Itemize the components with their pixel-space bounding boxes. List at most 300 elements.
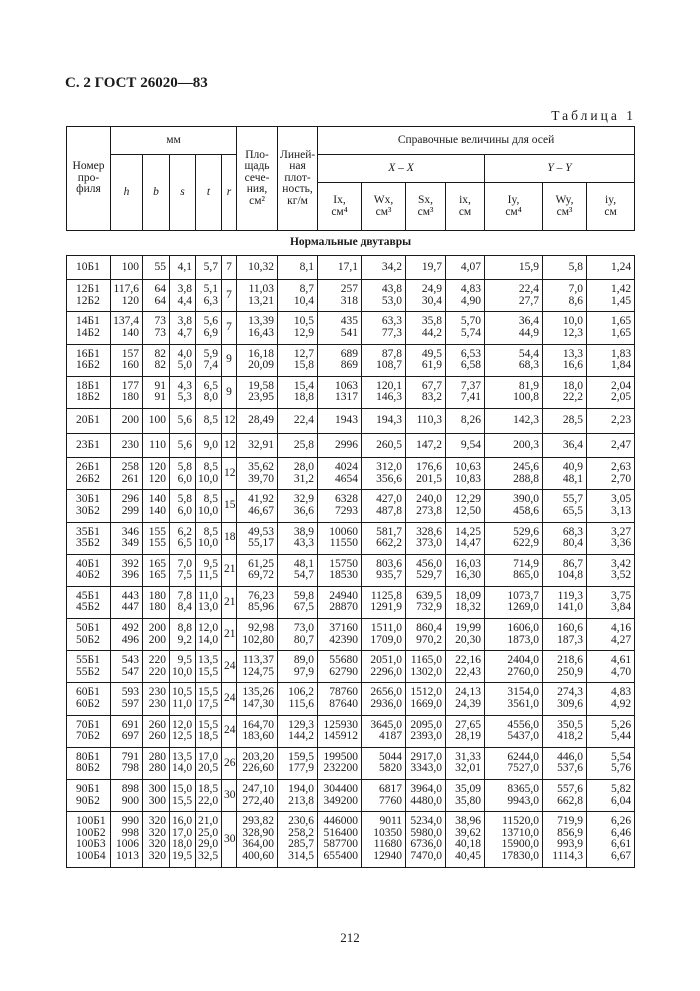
cell-m: 32,9 36,6: [278, 490, 318, 522]
cell-A: 293,82 328,90 364,00 400,60: [237, 812, 278, 867]
cell-b: 200 200: [143, 619, 170, 651]
header-iy-moment: Iy, см⁴: [485, 183, 543, 231]
cell-A: 49,53 55,17: [237, 522, 278, 554]
cell-A: 19,58 23,95: [237, 376, 278, 408]
cell-A: 135,26 147,30: [237, 683, 278, 715]
cell-t: 5,9 7,4: [196, 344, 222, 376]
cell-r: 30: [222, 812, 237, 867]
cell-A: 10,32: [237, 255, 278, 280]
cell-h: 177 180: [111, 376, 143, 408]
table-row: [67, 812, 635, 867]
cell-Wy: 274,3 309,6: [543, 683, 587, 715]
table-caption: Таблица 1: [551, 108, 636, 123]
cell-r: 24: [222, 715, 237, 747]
cell-A: 41,92 46,67: [237, 490, 278, 522]
cell-Ix: 78760 87640: [318, 683, 362, 715]
cell-b: 120 120: [143, 458, 170, 490]
cell-Ix: 2996: [318, 433, 362, 458]
cell-t: 5,7: [196, 255, 222, 280]
cell-s: 8,8 9,2: [170, 619, 196, 651]
cell-Wx: 581,7 662,2: [362, 522, 406, 554]
cell-t: 15,5 17,5: [196, 683, 222, 715]
cell-Ix: 24940 28870: [318, 586, 362, 618]
cell-t: 5,6 6,9: [196, 312, 222, 344]
header-axis-x: X – X: [318, 155, 485, 183]
cell-Iy: 54,4 68,3: [485, 344, 543, 376]
cell-Wx: 1511,0 1709,0: [362, 619, 406, 651]
cell-Ix: 4024 4654: [318, 458, 362, 490]
header-wy: Wy, см³: [543, 183, 587, 231]
cell-iy: 4,61 4,70: [587, 651, 635, 683]
cell-ix: 6,53 6,58: [446, 344, 485, 376]
cell-s: 5,6: [170, 433, 196, 458]
cell-m: 73,0 80,7: [278, 619, 318, 651]
cell-m: 38,9 43,3: [278, 522, 318, 554]
cell-b: 73 73: [143, 312, 170, 344]
cell-Wy: 68,3 80,4: [543, 522, 587, 554]
cell-Wx: 3645,0 4187: [362, 715, 406, 747]
cell-name: 70Б1 70Б2: [67, 715, 111, 747]
cell-h: 137,4 140: [111, 312, 143, 344]
table-row: [67, 255, 635, 280]
cell-h: 296 299: [111, 490, 143, 522]
cell-iy: 2,47: [587, 433, 635, 458]
cell-Wy: 18,0 22,2: [543, 376, 587, 408]
cell-Ix: 257 318: [318, 280, 362, 312]
cell-Iy: 15,9: [485, 255, 543, 280]
cell-name: 90Б1 90Б2: [67, 780, 111, 812]
cell-Iy: 529,6 622,9: [485, 522, 543, 554]
cell-m: 59,8 67,5: [278, 586, 318, 618]
cell-t: 9,0: [196, 433, 222, 458]
cell-b: 110: [143, 433, 170, 458]
cell-A: 13,39 16,43: [237, 312, 278, 344]
cell-t: 8,5 10,0: [196, 522, 222, 554]
cell-Sx: 3964,0 4480,0: [406, 780, 446, 812]
cell-iy: 2,04 2,05: [587, 376, 635, 408]
cell-s: 4,1: [170, 255, 196, 280]
cell-iy: 3,75 3,84: [587, 586, 635, 618]
cell-name: 12Б1 12Б2: [67, 280, 111, 312]
cell-Ix: 15750 18530: [318, 554, 362, 586]
cell-ix: 7,37 7,41: [446, 376, 485, 408]
table-row: [67, 312, 635, 344]
cell-Wx: 6817 7760: [362, 780, 406, 812]
cell-name: 23Б1: [67, 433, 111, 458]
profile-table: [66, 126, 635, 868]
cell-Wx: 2051,0 2296,0: [362, 651, 406, 683]
cell-h: 593 597: [111, 683, 143, 715]
cell-r: 12: [222, 458, 237, 490]
cell-Sx: 110,3: [406, 408, 446, 433]
cell-name: 80Б1 80Б2: [67, 747, 111, 779]
cell-Iy: 22,4 27,7: [485, 280, 543, 312]
cell-iy: 1,83 1,84: [587, 344, 635, 376]
cell-ix: 5,70 5,74: [446, 312, 485, 344]
cell-m: 194,0 213,8: [278, 780, 318, 812]
cell-ix: 24,13 24,39: [446, 683, 485, 715]
header-h: h: [111, 155, 143, 231]
cell-s: 10,5 11,0: [170, 683, 196, 715]
cell-A: 203,20 226,60: [237, 747, 278, 779]
cell-t: 9,5 11,5: [196, 554, 222, 586]
cell-Sx: 456,0 529,7: [406, 554, 446, 586]
header-iy-radius: iy, см: [587, 183, 635, 231]
cell-Wy: 10,0 12,3: [543, 312, 587, 344]
cell-b: 260 260: [143, 715, 170, 747]
cell-b: 300 300: [143, 780, 170, 812]
cell-b: 180 180: [143, 586, 170, 618]
table-row: [67, 747, 635, 779]
cell-b: 91 91: [143, 376, 170, 408]
cell-Iy: 8365,0 9943,0: [485, 780, 543, 812]
cell-name: 10Б1: [67, 255, 111, 280]
header-reference: Справочные величины для осей: [318, 127, 635, 155]
cell-Wy: 7,0 8,6: [543, 280, 587, 312]
header-mm: мм: [111, 127, 237, 155]
cell-h: 990 998 1006 1013: [111, 812, 143, 867]
cell-Sx: 2095,0 2393,0: [406, 715, 446, 747]
cell-iy: 5,54 5,76: [587, 747, 635, 779]
cell-Iy: 11520,0 13710,0 15900,0 17830,0: [485, 812, 543, 867]
cell-Iy: 1073,7 1269,0: [485, 586, 543, 618]
cell-r: 26: [222, 747, 237, 779]
cell-r: 24: [222, 683, 237, 715]
cell-s: 7,0 7,5: [170, 554, 196, 586]
cell-b: 230 230: [143, 683, 170, 715]
cell-Iy: 3154,0 3561,0: [485, 683, 543, 715]
table-row: [67, 683, 635, 715]
table-row: [67, 554, 635, 586]
cell-Ix: 37160 42390: [318, 619, 362, 651]
header-density: Линей- ная плот- ность, кг/м: [278, 127, 318, 231]
cell-A: 61,25 69,72: [237, 554, 278, 586]
cell-ix: 4,07: [446, 255, 485, 280]
table-row: [67, 715, 635, 747]
cell-A: 247,10 272,40: [237, 780, 278, 812]
table-row: [67, 344, 635, 376]
cell-Iy: 200,3: [485, 433, 543, 458]
cell-h: 157 160: [111, 344, 143, 376]
cell-b: 82 82: [143, 344, 170, 376]
header-ix-moment: Ix, см⁴: [318, 183, 362, 231]
cell-ix: 18,09 18,32: [446, 586, 485, 618]
header-b: b: [143, 155, 170, 231]
cell-s: 5,8 6,0: [170, 458, 196, 490]
cell-b: 220 220: [143, 651, 170, 683]
cell-ix: 35,09 35,80: [446, 780, 485, 812]
cell-iy: 3,27 3,36: [587, 522, 635, 554]
table-row: [67, 408, 635, 433]
cell-name: 14Б1 14Б2: [67, 312, 111, 344]
cell-ix: 31,33 32,01: [446, 747, 485, 779]
cell-name: 26Б1 26Б2: [67, 458, 111, 490]
cell-Wy: 28,5: [543, 408, 587, 433]
cell-s: 5,6: [170, 408, 196, 433]
cell-Wx: 5044 5820: [362, 747, 406, 779]
cell-t: 13,5 15,5: [196, 651, 222, 683]
cell-Sx: 639,5 732,9: [406, 586, 446, 618]
cell-Iy: 6244,0 7527,0: [485, 747, 543, 779]
cell-Sx: 240,0 273,8: [406, 490, 446, 522]
cell-h: 443 447: [111, 586, 143, 618]
cell-ix: 4,83 4,90: [446, 280, 485, 312]
cell-s: 16,0 17,0 18,0 19,5: [170, 812, 196, 867]
cell-A: 92,98 102,80: [237, 619, 278, 651]
cell-h: 230: [111, 433, 143, 458]
cell-name: 20Б1: [67, 408, 111, 433]
cell-s: 15,0 15,5: [170, 780, 196, 812]
cell-Wx: 87,8 108,7: [362, 344, 406, 376]
cell-ix: 9,54: [446, 433, 485, 458]
cell-Wy: 36,4: [543, 433, 587, 458]
cell-ix: 14,25 14,47: [446, 522, 485, 554]
table-row: [67, 619, 635, 651]
cell-r: 7: [222, 312, 237, 344]
cell-Wx: 260,5: [362, 433, 406, 458]
cell-Wx: 43,8 53,0: [362, 280, 406, 312]
cell-r: 7: [222, 255, 237, 280]
cell-Wy: 55,7 65,5: [543, 490, 587, 522]
cell-r: 15: [222, 490, 237, 522]
cell-name: 50Б1 50Б2: [67, 619, 111, 651]
cell-Iy: 81,9 100,8: [485, 376, 543, 408]
page-number: 212: [340, 930, 360, 945]
cell-name: 60Б1 60Б2: [67, 683, 111, 715]
cell-t: 15,5 18,5: [196, 715, 222, 747]
cell-t: 5,1 6,3: [196, 280, 222, 312]
cell-r: 21: [222, 619, 237, 651]
cell-ix: 8,26: [446, 408, 485, 433]
cell-Iy: 1606,0 1873,0: [485, 619, 543, 651]
table-row: [67, 490, 635, 522]
cell-t: 17,0 20,5: [196, 747, 222, 779]
cell-b: 140 140: [143, 490, 170, 522]
cell-r: 24: [222, 651, 237, 683]
cell-A: 16,18 20,09: [237, 344, 278, 376]
cell-h: 543 547: [111, 651, 143, 683]
cell-iy: 3,42 3,52: [587, 554, 635, 586]
header-area: Пло- щадь сече- ния, см²: [237, 127, 278, 231]
cell-Ix: 55680 62790: [318, 651, 362, 683]
cell-s: 4,0 5,0: [170, 344, 196, 376]
cell-Ix: 1943: [318, 408, 362, 433]
cell-Wy: 86,7 104,8: [543, 554, 587, 586]
cell-s: 5,8 6,0: [170, 490, 196, 522]
cell-Wy: 119,3 141,0: [543, 586, 587, 618]
cell-name: 16Б1 16Б2: [67, 344, 111, 376]
cell-s: 6,2 6,5: [170, 522, 196, 554]
cell-Iy: 390,0 458,6: [485, 490, 543, 522]
cell-name: 45Б1 45Б2: [67, 586, 111, 618]
cell-iy: 3,05 3,13: [587, 490, 635, 522]
cell-Ix: 1063 1317: [318, 376, 362, 408]
cell-Wy: 13,3 16,6: [543, 344, 587, 376]
table-row: [67, 780, 635, 812]
cell-m: 15,4 18,8: [278, 376, 318, 408]
cell-Sx: 176,6 201,5: [406, 458, 446, 490]
cell-Sx: 860,4 970,2: [406, 619, 446, 651]
cell-r: 9: [222, 344, 237, 376]
cell-iy: 5,82 6,04: [587, 780, 635, 812]
cell-r: 21: [222, 586, 237, 618]
cell-r: 21: [222, 554, 237, 586]
cell-t: 8,5 10,0: [196, 490, 222, 522]
cell-m: 10,5 12,9: [278, 312, 318, 344]
cell-A: 28,49: [237, 408, 278, 433]
cell-Wx: 194,3: [362, 408, 406, 433]
cell-Wx: 312,0 356,6: [362, 458, 406, 490]
cell-r: 9: [222, 376, 237, 408]
cell-A: 76,23 85,96: [237, 586, 278, 618]
cell-iy: 6,26 6,46 6,61 6,67: [587, 812, 635, 867]
cell-Ix: 199500 232200: [318, 747, 362, 779]
cell-Wx: 34,2: [362, 255, 406, 280]
cell-Sx: 67,7 83,2: [406, 376, 446, 408]
table-row: [67, 376, 635, 408]
cell-b: 165 165: [143, 554, 170, 586]
section-title: Нормальные двутавры: [67, 231, 635, 256]
cell-s: 7,8 8,4: [170, 586, 196, 618]
cell-m: 12,7 15,8: [278, 344, 318, 376]
cell-Wy: 5,8: [543, 255, 587, 280]
cell-Sx: 5234,0 5980,0 6736,0 7470,0: [406, 812, 446, 867]
cell-Sx: 24,9 30,4: [406, 280, 446, 312]
header-s: s: [170, 155, 196, 231]
cell-Sx: 49,5 61,9: [406, 344, 446, 376]
cell-Ix: 17,1: [318, 255, 362, 280]
cell-b: 100: [143, 408, 170, 433]
cell-r: 30: [222, 780, 237, 812]
cell-iy: 5,26 5,44: [587, 715, 635, 747]
cell-name: 30Б1 30Б2: [67, 490, 111, 522]
table-row: [67, 280, 635, 312]
cell-m: 22,4: [278, 408, 318, 433]
table-row: [67, 458, 635, 490]
cell-Sx: 1165,0 1302,0: [406, 651, 446, 683]
cell-r: 12: [222, 408, 237, 433]
cell-Wx: 2656,0 2936,0: [362, 683, 406, 715]
cell-t: 12,0 14,0: [196, 619, 222, 651]
cell-m: 129,3 144,2: [278, 715, 318, 747]
cell-h: 100: [111, 255, 143, 280]
cell-Sx: 35,8 44,2: [406, 312, 446, 344]
cell-h: 200: [111, 408, 143, 433]
cell-A: 164,70 183,60: [237, 715, 278, 747]
page-header: С. 2 ГОСТ 26020—83: [65, 75, 208, 91]
cell-iy: 1,24: [587, 255, 635, 280]
cell-s: 9,5 10,0: [170, 651, 196, 683]
cell-b: 155 155: [143, 522, 170, 554]
cell-t: 6,5 8,0: [196, 376, 222, 408]
cell-A: 35,62 39,70: [237, 458, 278, 490]
cell-Wy: 557,6 662,8: [543, 780, 587, 812]
cell-m: 48,1 54,7: [278, 554, 318, 586]
cell-Wx: 427,0 487,8: [362, 490, 406, 522]
cell-Ix: 446000 516400 587700 655400: [318, 812, 362, 867]
cell-Sx: 1512,0 1669,0: [406, 683, 446, 715]
cell-ix: 22,16 22,43: [446, 651, 485, 683]
cell-h: 392 396: [111, 554, 143, 586]
cell-m: 159,5 177,9: [278, 747, 318, 779]
cell-Sx: 2917,0 3343,0: [406, 747, 446, 779]
cell-Ix: 689 869: [318, 344, 362, 376]
cell-r: 12: [222, 433, 237, 458]
cell-Ix: 6328 7293: [318, 490, 362, 522]
cell-Sx: 328,6 373,0: [406, 522, 446, 554]
cell-h: 346 349: [111, 522, 143, 554]
cell-Sx: 147,2: [406, 433, 446, 458]
cell-Iy: 2404,0 2760,0: [485, 651, 543, 683]
cell-ix: 16,03 16,30: [446, 554, 485, 586]
cell-iy: 2,63 2,70: [587, 458, 635, 490]
cell-ix: 12,29 12,50: [446, 490, 485, 522]
cell-ix: 19,99 20,30: [446, 619, 485, 651]
cell-Ix: 304400 349200: [318, 780, 362, 812]
cell-s: 4,3 5,3: [170, 376, 196, 408]
cell-Ix: 125930 145912: [318, 715, 362, 747]
cell-A: 11,03 13,21: [237, 280, 278, 312]
cell-m: 230,6 258,2 285,7 314,5: [278, 812, 318, 867]
cell-s: 3,8 4,4: [170, 280, 196, 312]
cell-t: 18,5 22,0: [196, 780, 222, 812]
cell-b: 64 64: [143, 280, 170, 312]
cell-Ix: 435 541: [318, 312, 362, 344]
cell-name: 55Б1 55Б2: [67, 651, 111, 683]
cell-b: 320 320 320 320: [143, 812, 170, 867]
cell-ix: 38,96 39,62 40,18 40,45: [446, 812, 485, 867]
cell-m: 8,1: [278, 255, 318, 280]
cell-s: 13,5 14,0: [170, 747, 196, 779]
cell-iy: 1,65 1,65: [587, 312, 635, 344]
cell-Wx: 9011 10350 11680 12940: [362, 812, 406, 867]
cell-Iy: 245,6 288,8: [485, 458, 543, 490]
cell-ix: 10,63 10,83: [446, 458, 485, 490]
cell-h: 117,6 120: [111, 280, 143, 312]
cell-name: 18Б1 18Б2: [67, 376, 111, 408]
cell-Iy: 714,9 865,0: [485, 554, 543, 586]
table-row: [67, 433, 635, 458]
header-axis-y: Y – Y: [485, 155, 635, 183]
cell-m: 25,8: [278, 433, 318, 458]
cell-A: 113,37 124,75: [237, 651, 278, 683]
header-ix-radius: ix, см: [446, 183, 485, 231]
cell-m: 106,2 115,6: [278, 683, 318, 715]
cell-name: 40Б1 40Б2: [67, 554, 111, 586]
cell-h: 898 900: [111, 780, 143, 812]
cell-A: 32,91: [237, 433, 278, 458]
table-row: [67, 522, 635, 554]
cell-Wy: 350,5 418,2: [543, 715, 587, 747]
cell-h: 258 261: [111, 458, 143, 490]
cell-Wy: 218,6 250,9: [543, 651, 587, 683]
cell-h: 492 496: [111, 619, 143, 651]
header-t: t: [196, 155, 222, 231]
cell-m: 8,7 10,4: [278, 280, 318, 312]
header-r: r: [222, 155, 237, 231]
cell-h: 691 697: [111, 715, 143, 747]
cell-Wy: 160,6 187,3: [543, 619, 587, 651]
table-row: [67, 586, 635, 618]
table-row: [67, 651, 635, 683]
cell-m: 89,0 97,9: [278, 651, 318, 683]
cell-Iy: 142,3: [485, 408, 543, 433]
cell-Iy: 4556,0 5437,0: [485, 715, 543, 747]
cell-r: 18: [222, 522, 237, 554]
cell-Iy: 36,4 44,9: [485, 312, 543, 344]
cell-Wy: 719,9 856,9 993,9 1114,3: [543, 812, 587, 867]
cell-name: 35Б1 35Б2: [67, 522, 111, 554]
